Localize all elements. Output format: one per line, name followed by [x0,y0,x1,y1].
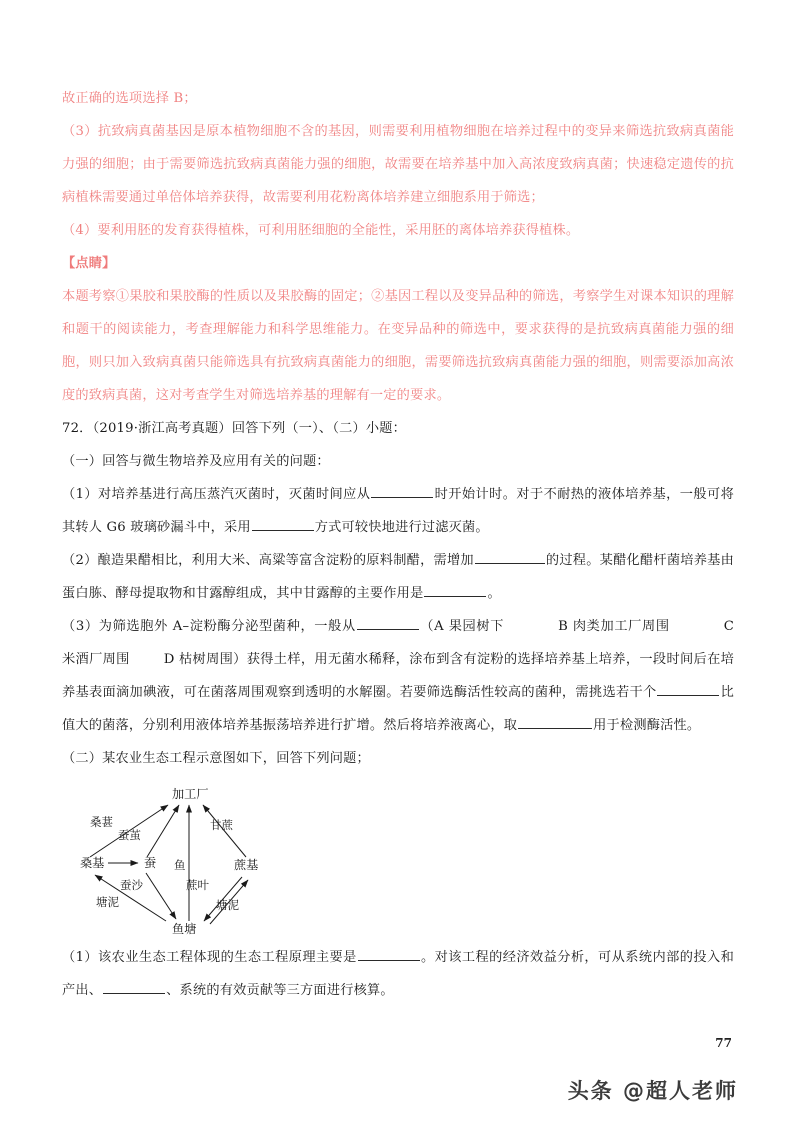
question-72-item-3 [62,610,734,742]
insight-body: 本题考察①果胶和果胶酶的性质以及果胶酶的固定；②基因工程以及变异品种的筛选，考察学生对课本知识的理解和题干的阅读能力，考查理解能力和科学思维能力。在变异品种的筛选中，要求获得的是抗致病真菌能力强的细胞，则只加入致病真菌只能筛选具有抗致病真菌能力的细胞，需要筛选抗致病真菌能力强的细胞，则需要添加高浓度的致病真菌，这对考查学生对筛选培养基的理解有一定的要求。 [62,289,734,403]
part-one-title: （一）回答与微生物培养及应用有关的问题： [62,454,330,469]
edge-label-sugarcane: 甘蔗 [210,818,233,832]
p2q1-segment-2: 。对该工程的经济效益分析，可从系统内部的投入和产出、 [62,950,734,998]
node-label-fish-pond: 鱼塘 [172,922,197,936]
node-label-mulberry-base: 桑基 [80,856,105,870]
part-two-item-1 [62,941,734,1007]
edge-silkworm-to-factory [147,805,179,857]
edge-label-pond-mud-right: 塘泥 [216,898,239,912]
p2q1-segment-1: （1）该农业生态工程体现的生态工程原理主要是 [62,950,357,965]
edge-label-cocoon: 蚕茧 [118,828,141,842]
edge-label-fish: 鱼 [174,858,186,872]
page-content [62,82,734,1007]
q1-blank-2[interactable] [252,517,314,531]
edge-label-pond-mud-left: 塘泥 [96,895,119,909]
q1-blank-1[interactable] [371,484,433,498]
q1-segment-3: 方式可较快地进行过滤灭菌。 [314,520,489,535]
q2-segment-3: 。 [487,586,501,601]
question-72-item-1 [62,478,734,544]
edge-label-mulberry-fruit: 桑葚 [90,815,113,829]
p2q1-segment-3: 、系统的有效贡献等三方面进行核算。 [166,983,394,998]
q3-segment-1: （3）为筛选胞外 A–淀粉酶分泌型菌种，一般从 [62,619,356,634]
q2-segment-2: 的过程。某醋化醋杆菌培养基由蛋白胨、酵母提取物和甘露醇组成，其中甘露醇的主要作用是 [62,553,734,601]
insight-heading: 【点睛】 [62,256,116,271]
q3-option-b[interactable]: B 肉类加工厂周围 [558,619,670,634]
q3-option-c[interactable]: C 米酒厂周围 [62,619,734,667]
q1-segment-1: （1）对培养基进行高压蒸汽灭菌时，灭菌时间应从 [62,487,371,502]
page-number: 77 [715,1036,732,1050]
q3-segment-2: 比值大的菌落，分别利用液体培养基振荡培养进行扩增。然后将培养液离心，取 [62,685,734,733]
question-72-item-2 [62,544,734,610]
edge-label-silkworm-dung: 蚕沙 [120,878,143,892]
node-label-factory: 加工厂 [172,787,209,801]
q3-blank-3[interactable] [518,715,592,729]
answer-line-b: 故正确的选项选择 B； [62,91,197,106]
q3-blank-2[interactable] [657,682,719,696]
p2q1-blank-2[interactable] [103,980,165,994]
q1-segment-2: 时开始计时。对于不耐热的液体培养基，一般可将其转人 G6 玻璃砂漏斗中，采用 [62,487,734,535]
question-72-stem: 72．（2019·浙江高考真题）回答下列（一）、（二）小题： [62,421,407,436]
node-label-silkworm: 蚕 [144,856,157,870]
q3-option-a[interactable]: （A 果园树下 [419,619,505,634]
edge-label-cane-leaf: 蔗叶 [186,878,209,892]
q3-option-d[interactable]: D 枯树周围）获得土样，用无菌水稀释，涂布到含有淀粉的选择培养基上培养，一段时间后在培养基表面滴加碘液，可在菌落周围观察到透明的水解圈。若要筛选酶活性较高的菌种，需挑选若干个 [62,652,734,700]
answer-item-4: （4）要利用胚的发育获得植株，可利用胚细胞的全能性，采用胚的离体培养获得植株。 [62,223,580,238]
q3-blank-1[interactable] [357,616,419,630]
watermark: 头条 @超人老师 [567,1079,738,1103]
eco-engineering-diagram [76,781,406,939]
part-two-title: （二）某农业生态工程示意图如下，回答下列问题； [62,751,370,766]
node-label-cane-base: 蔗基 [234,858,259,872]
q2-blank-1[interactable] [475,550,545,564]
edge-silkworm-to-fish-pond [146,873,176,919]
q3-segment-3: 用于检测酶活性。 [593,718,701,733]
p2q1-blank-1[interactable] [358,947,420,961]
q2-blank-2[interactable] [424,583,486,597]
answer-item-3: （3）抗致病真菌基因是原本植物细胞不含的基因，则需要利用植物细胞在培养过程中的变异来筛选抗致病真菌能力强的细胞；由于需要筛选抗致病真菌能力强的细胞，故需要在培养基中加入高浓度致病真菌；快速稳定遗传的抗病植株需要通过单倍体培养获得，故需要利用花粉离体培养建立细胞系用于筛选； [62,124,734,205]
q2-segment-1: （2）酿造果醋相比，利用大米、高粱等富含淀粉的原料制醋，需增加 [62,553,474,568]
